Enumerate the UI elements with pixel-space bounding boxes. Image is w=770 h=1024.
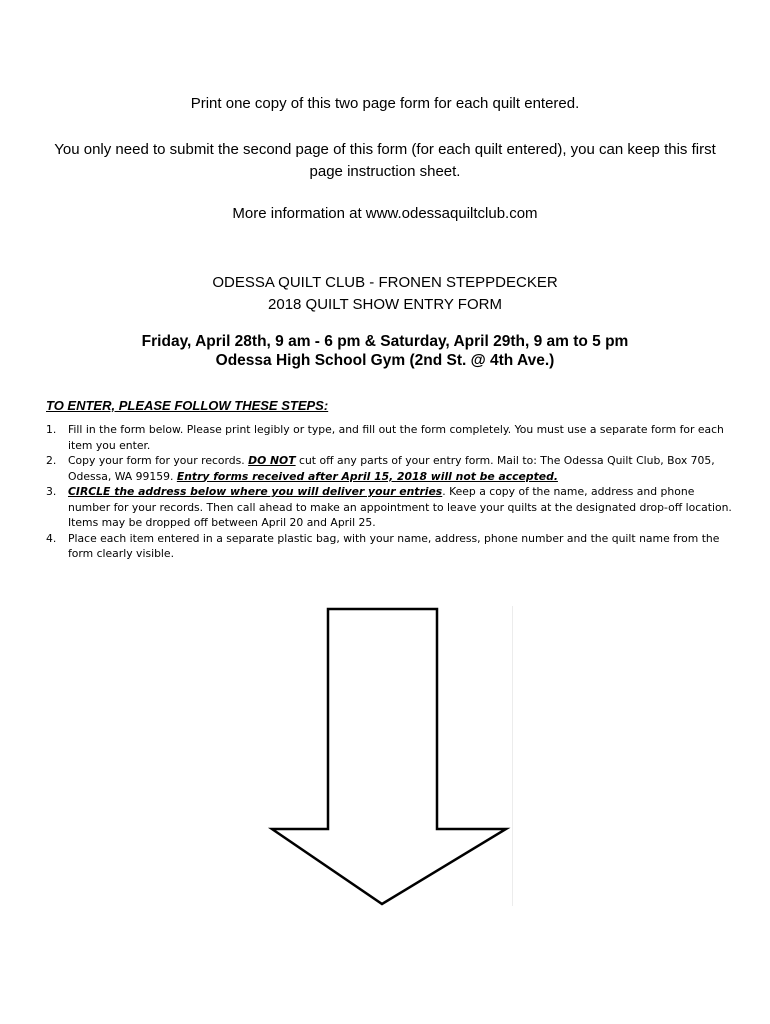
page-divider [512, 606, 513, 906]
deadline-notice: Entry forms received after April 15, 2018 will not be accepted. [176, 469, 558, 483]
step-item [46, 422, 736, 453]
step-text: Fill in the form below. Please print legibly or type, and fill out the form completely. You must use a separate form for each item you enter. [68, 423, 724, 452]
step-text: Place each item entered in a separate plastic bag, with your name, address, phone number and the quilt name from the form clearly visible. [68, 531, 720, 560]
step-number: 1. [46, 423, 57, 436]
circle-address-emphasis: CIRCLE the address below where you will deliver your entries [68, 485, 443, 498]
club-name: ODESSA QUILT CLUB - FRONEN STEPPDECKER [212, 274, 558, 291]
step-text: cut off any parts of your entry form. Mail to: The Odessa Quilt Club, Box 705, Odessa, WA 99159. [68, 454, 715, 483]
do-not-emphasis: DO NOT [248, 454, 296, 467]
steps-list [46, 422, 736, 562]
step-number: 2. [46, 454, 57, 467]
show-dates: Friday, April 28th, 9 am - 6 pm & Saturday, April 29th, 9 am to 5 pm [141, 333, 629, 350]
step-item [46, 484, 736, 531]
more-info-line: More information at www.odessaquiltclub.com [232, 205, 538, 222]
submit-instruction: You only need to submit the second page of this form (for each quilt entered), you can keep this first page instruction sheet. [54, 141, 716, 180]
step-number: 4. [46, 531, 57, 545]
step-item [46, 531, 736, 562]
show-venue: Odessa High School Gym (2nd St. @ 4th Ave.) [215, 352, 555, 369]
form-title: 2018 QUILT SHOW ENTRY FORM [268, 296, 502, 313]
step-text: Copy your form for your records. [68, 454, 249, 467]
down-arrow-icon [266, 606, 512, 908]
print-instruction: Print one copy of this two page form for each quilt entered. [190, 95, 580, 112]
steps-heading: TO ENTER, PLEASE FOLLOW THESE STEPS: [46, 398, 329, 413]
step-number: 3. [46, 485, 57, 498]
step-item [46, 453, 736, 484]
step-text: . Keep a copy of the name, address and phone number for your records. Then call ahead to make an appointment to leave your quilts at the designated drop-off location. Items may be dropped off between April 20 and April 25. [68, 485, 732, 529]
